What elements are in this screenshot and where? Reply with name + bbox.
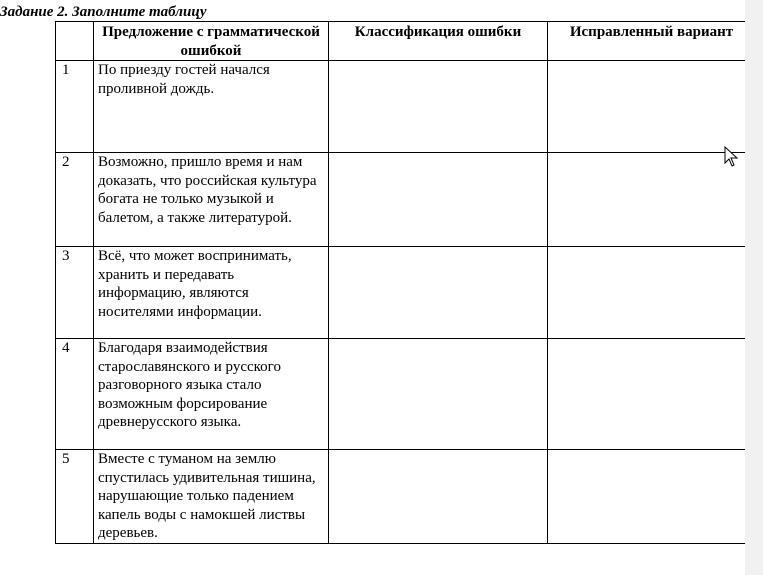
table-row <box>56 450 756 544</box>
row-sentence: Благодаря взаимодействия старославянского и русского разговорного языка стало возможным форсирование древнерусского языка. <box>94 339 329 450</box>
page-gutter <box>745 0 763 575</box>
header-classification: Классификация ошибки <box>329 22 548 61</box>
header-number <box>56 22 94 61</box>
header-corrected: Исправленный вариант <box>548 22 756 61</box>
row-corrected-cell[interactable] <box>548 247 756 339</box>
row-sentence: Возможно, пришло время и нам доказать, что российская культура богата не только музыкой и балетом, а также литературой. <box>94 153 329 247</box>
row-number: 2 <box>56 153 94 247</box>
table-row <box>56 61 756 153</box>
row-sentence: Всё, что может воспринимать, хранить и передавать информацию, являются носителями информации. <box>94 247 329 339</box>
row-classification-cell[interactable] <box>329 61 548 153</box>
table-header-row <box>56 22 756 61</box>
row-number: 5 <box>56 450 94 544</box>
row-classification-cell[interactable] <box>329 247 548 339</box>
header-sentence: Предложение с грамматической ошибкой <box>94 22 329 61</box>
row-classification-cell[interactable] <box>329 153 548 247</box>
row-classification-cell[interactable] <box>329 450 548 544</box>
row-number: 3 <box>56 247 94 339</box>
row-classification-cell[interactable] <box>329 339 548 450</box>
row-corrected-cell[interactable] <box>548 339 756 450</box>
table-row <box>56 247 756 339</box>
row-sentence: По приезду гостей начался проливной дождь. <box>94 61 329 153</box>
row-number: 4 <box>56 339 94 450</box>
table-row <box>56 153 756 247</box>
row-corrected-cell[interactable] <box>548 61 756 153</box>
task-title: Задание 2. Заполните таблицу <box>0 4 207 20</box>
row-sentence: Вместе с туманом на землю спустилась удивительная тишина, нарушающие только падением капель воды с намокшей листвы деревьев. <box>94 450 329 544</box>
mouse-pointer-icon <box>724 146 740 168</box>
table-row <box>56 339 756 450</box>
row-number: 1 <box>56 61 94 153</box>
task-table <box>55 21 756 544</box>
row-corrected-cell[interactable] <box>548 450 756 544</box>
